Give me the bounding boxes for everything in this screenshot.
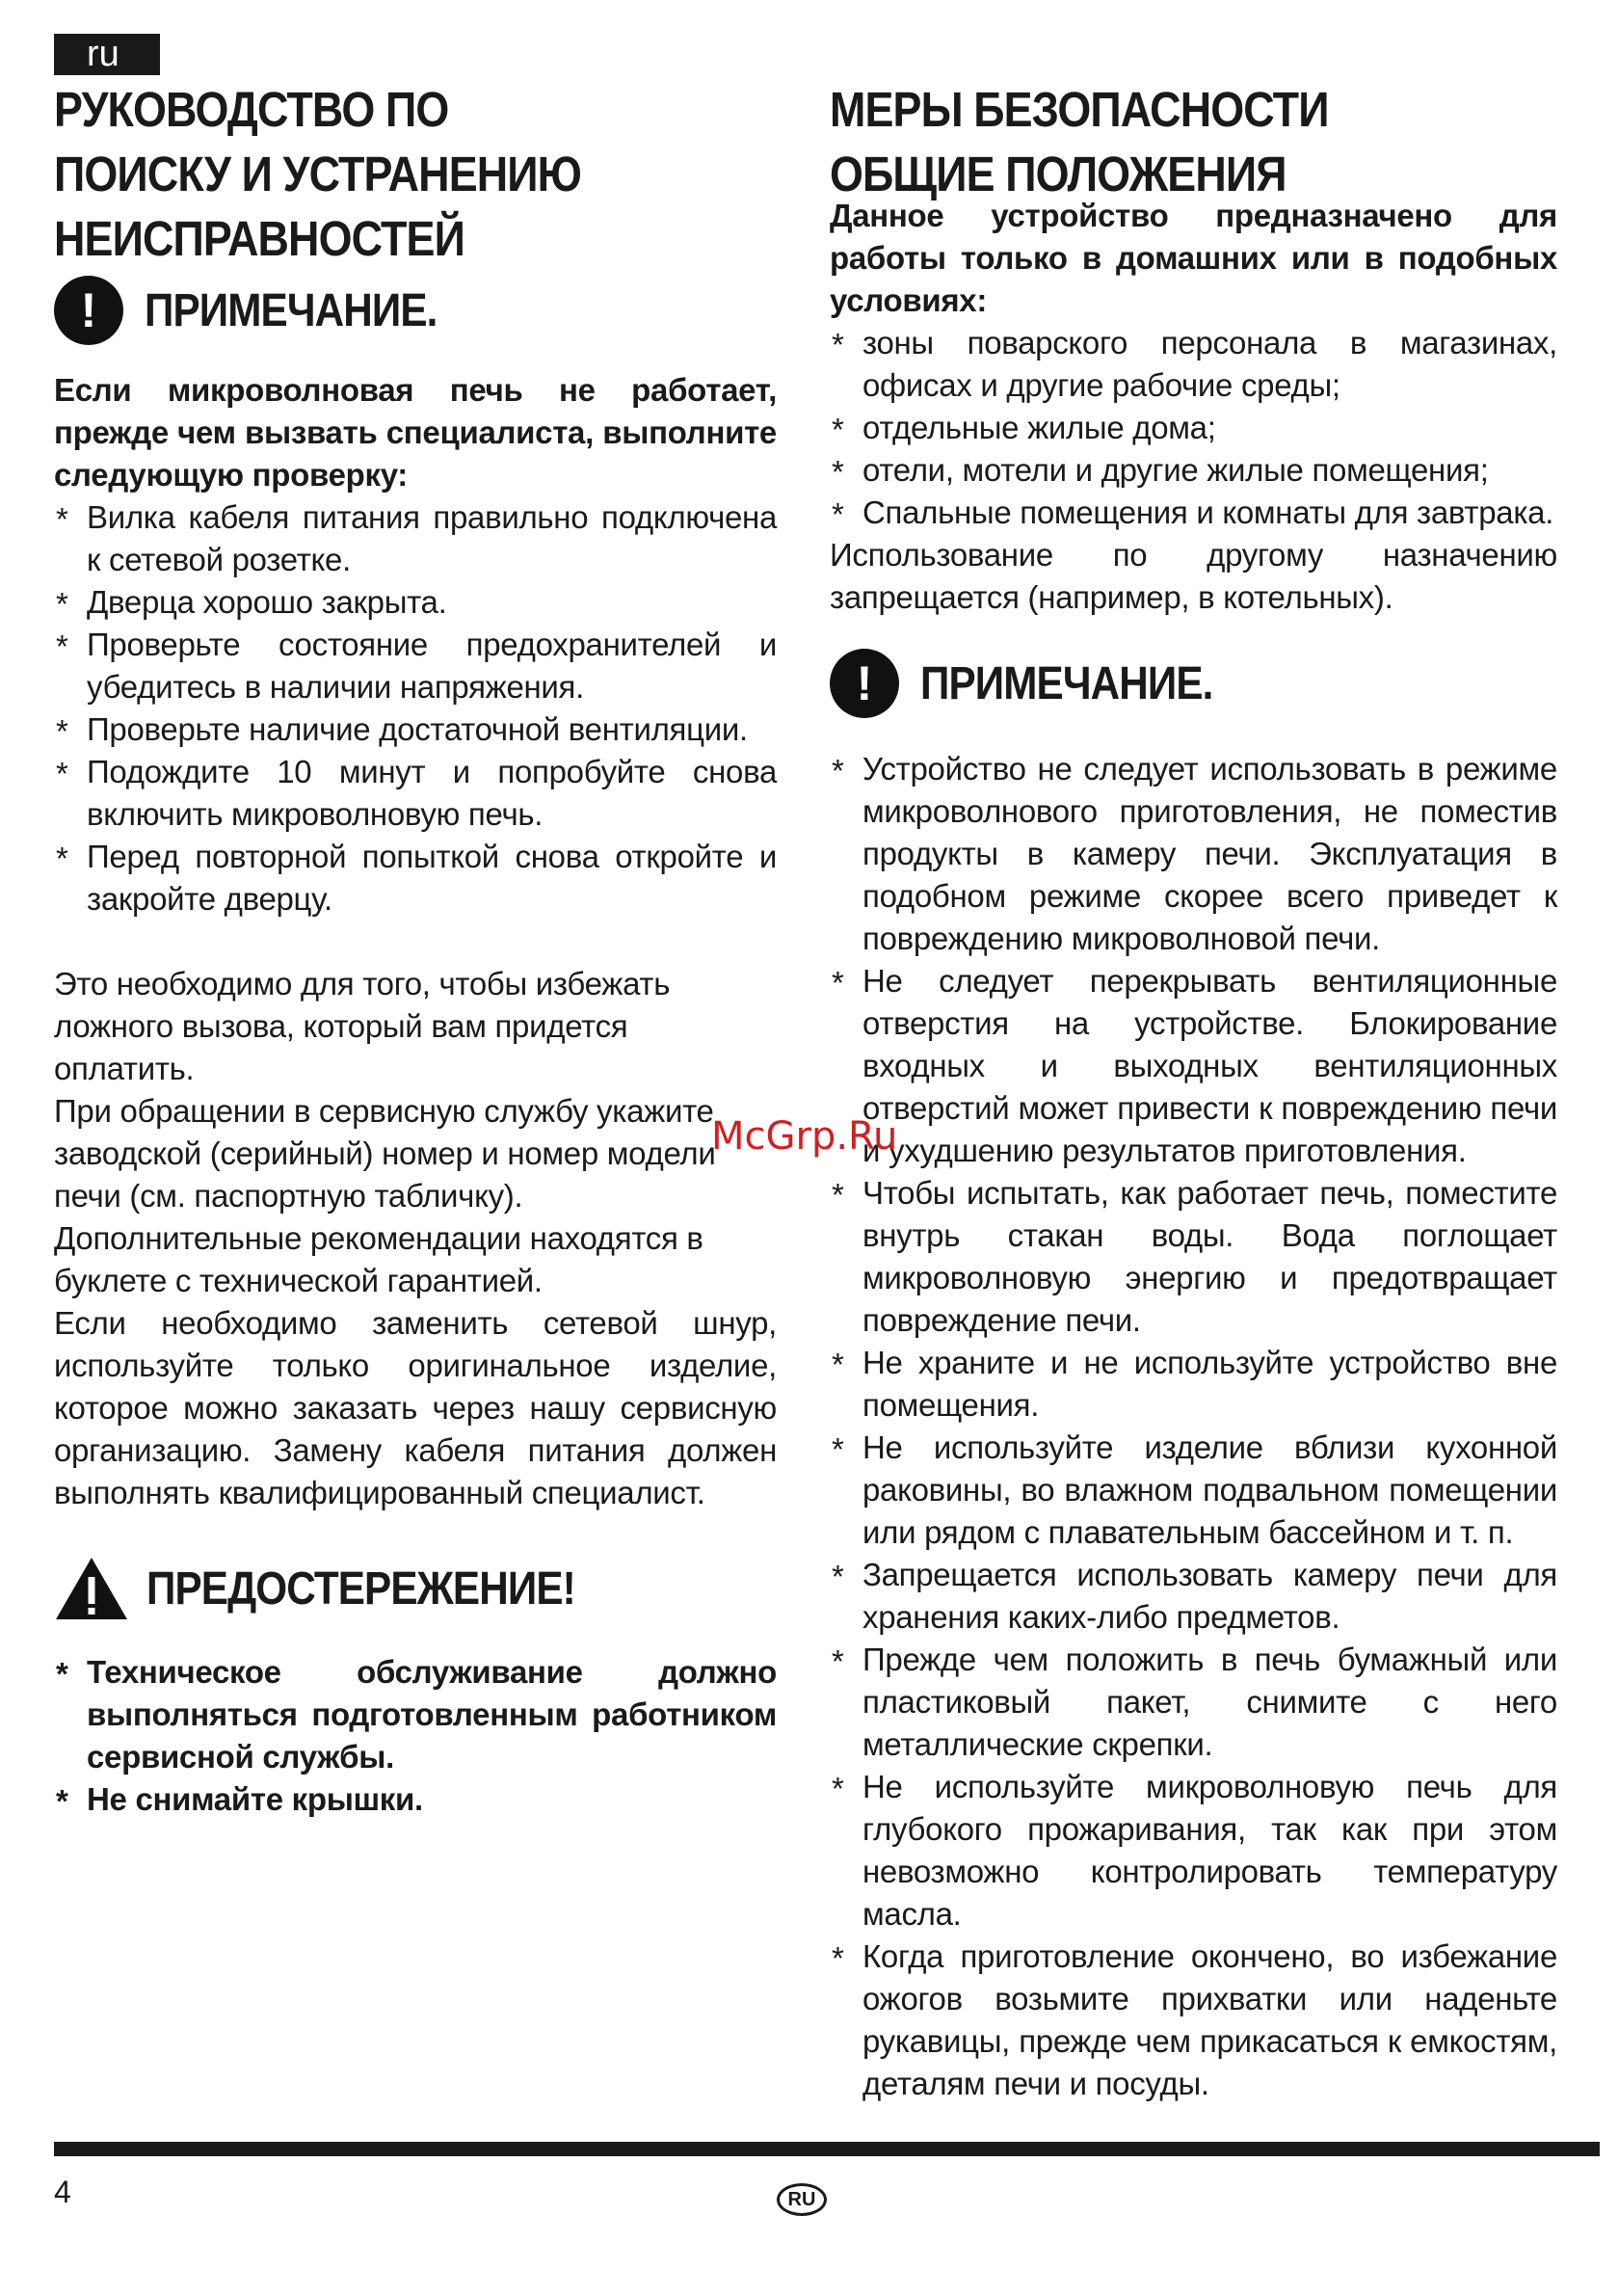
note-item: * Не храните и не используйте устройство вне помещения. bbox=[830, 1342, 1557, 1427]
note-item: * Прежде чем положить в печь бумажный или пластиковый пакет, снимите с него металлические скрепки. bbox=[830, 1639, 1557, 1766]
heading-line: ПОИСКУ И УСТРАНЕНИЮ bbox=[54, 147, 582, 201]
place-item: * Спальные помещения и комнаты для завтрака. bbox=[830, 492, 1557, 534]
notice-label: ПРИМЕЧАНИЕ. bbox=[145, 284, 438, 336]
warning-item: * Техническое обслуживание должно выполняться подготовленным работником сервисной службы. bbox=[54, 1651, 777, 1778]
exclamation-icon: ! bbox=[830, 649, 899, 718]
check-item: * Подождите 10 минут и попробуйте снова включить микроволновую печь. bbox=[54, 751, 777, 836]
troubleshooting-heading bbox=[54, 77, 777, 271]
note-item: * Устройство не следует использовать в режиме микроволнового приготовления, не поместив продукты в камеру печи. Эксплуатация в подобном режиме скорее всего приведет к повреждению микроволновой печи. bbox=[830, 748, 1557, 960]
warning-triangle-icon bbox=[54, 1556, 129, 1621]
note-item: * Не следует перекрывать вентиляционные отверстия на устройстве. Блокирование входных и выходных вентиляционных отверстий может привести к повреждению печи и ухудшению результатов приготовления. bbox=[830, 960, 1557, 1172]
check-item: * Проверьте наличие достаточной вентиляции. bbox=[54, 708, 777, 751]
place-item: * отдельные жилые дома; bbox=[830, 407, 1557, 449]
heading-line: НЕИСПРАВНОСТЕЙ bbox=[54, 211, 464, 266]
heading-line: РУКОВОДСТВО ПО bbox=[54, 82, 449, 137]
notice-header bbox=[54, 273, 777, 348]
service-info-paragraph: При обращении в сервисную службу укажите заводской (серийный) номер и номер модели печи (см. паспортную табличку). bbox=[54, 1093, 716, 1214]
false-call-paragraph: Это необходимо для того, чтобы избежать ложного вызова, который вам придется оплатить. bbox=[54, 966, 671, 1086]
warning-list bbox=[54, 1651, 777, 1821]
footer-rule bbox=[54, 2142, 1600, 2156]
usage-places-list bbox=[830, 322, 1557, 534]
check-item: * Проверьте состояние предохранителей и убедитесь в наличии напряжения. bbox=[54, 624, 777, 708]
page-number: 4 bbox=[54, 2175, 71, 2209]
troubleshooting-intro: Если микроволновая печь не работает, прежде чем вызвать специалиста, выполните следующую проверку: bbox=[54, 372, 777, 493]
safety-notes-list bbox=[830, 748, 1557, 2105]
language-badge: RU bbox=[777, 2183, 827, 2216]
safety-column bbox=[830, 77, 1557, 2105]
warning-label: ПРЕДОСТЕРЕЖЕНИЕ! bbox=[146, 1562, 575, 1615]
troubleshooting-column bbox=[54, 77, 777, 1821]
heading-line: МЕРЫ БЕЗОПАСНОСТИ bbox=[830, 82, 1329, 137]
note-item: * Чтобы испытать, как работает печь, поместите внутрь стакан воды. Вода поглощает микроволновую энергию и предотвращает повреждение печи. bbox=[830, 1172, 1557, 1342]
warning-header bbox=[54, 1551, 777, 1626]
note-item: * Не используйте микроволновую печь для глубокого прожаривания, так как при этом невозможно контролировать температуру масла. bbox=[830, 1766, 1557, 1936]
heading-line: ОБЩИЕ ПОЛОЖЕНИЯ bbox=[830, 147, 1286, 201]
warning-item: * Не снимайте крышки. bbox=[54, 1778, 777, 1821]
watermark: McGrp.Ru bbox=[711, 1114, 898, 1159]
language-tab: ru bbox=[54, 34, 160, 75]
check-item: * Перед повторной попыткой снова откройте и закройте дверцу. bbox=[54, 836, 777, 921]
usage-restriction: Использование по другому назначению запрещается (например, в котельных). bbox=[830, 537, 1557, 615]
notice-header bbox=[830, 646, 1557, 721]
power-cord-paragraph: Если необходимо заменить сетевой шнур, используйте только оригинальное изделие, которое можно заказать через нашу сервисную организацию. Замену кабеля питания должен выполнять квалифицированный специалист. bbox=[54, 1305, 777, 1510]
notice-label: ПРИМЕЧАНИЕ. bbox=[920, 657, 1213, 709]
safety-heading bbox=[830, 77, 1557, 206]
place-item: * отели, мотели и другие жилые помещения; bbox=[830, 449, 1557, 492]
place-item: * зоны поварского персонала в магазинах, офисах и другие рабочие среды; bbox=[830, 322, 1557, 407]
check-item: * Дверца хорошо закрыта. bbox=[54, 581, 777, 624]
exclamation-icon: ! bbox=[54, 276, 123, 345]
safety-intro: Данное устройство предназначено для работы только в домашних или в подобных условиях: bbox=[830, 198, 1557, 318]
note-item: * Когда приготовление окончено, во избежание ожогов возьмите прихватки или наденьте рукавицы, прежде чем прикасаться к емкостям, деталям печи и посуды. bbox=[830, 1936, 1557, 2105]
note-item: * Запрещается использовать камеру печи для хранения каких-либо предметов. bbox=[830, 1554, 1557, 1639]
warranty-paragraph: Дополнительные рекомендации находятся в буклете с технической гарантией. bbox=[54, 1220, 703, 1298]
check-list bbox=[54, 496, 777, 921]
note-item: * Не используйте изделие вблизи кухонной раковины, во влажном подвальном помещении или рядом с плавательным бассейном и т. п. bbox=[830, 1427, 1557, 1554]
check-item: * Вилка кабеля питания правильно подключена к сетевой розетке. bbox=[54, 496, 777, 581]
